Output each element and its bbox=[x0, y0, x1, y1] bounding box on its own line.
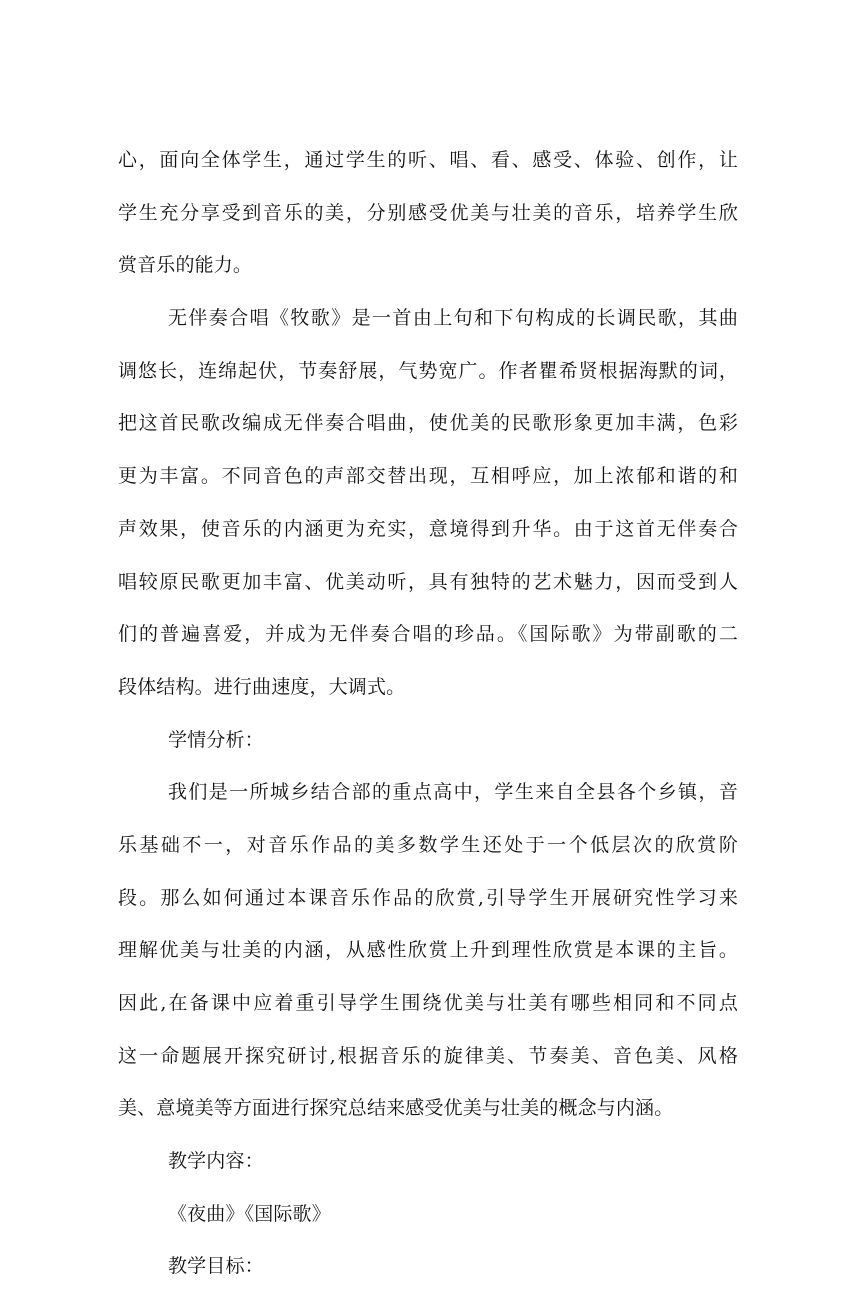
text-line: 学生充分享受到音乐的美，分别感受优美与壮美的音乐，培养学生欣 bbox=[118, 201, 738, 224]
text-line: 《夜曲》《国际歌》 bbox=[168, 1202, 331, 1225]
text-line: 无伴奏合唱《牧歌》是一首由上句和下句构成的长调民歌，其曲 bbox=[168, 307, 738, 330]
text-line: 我们是一所城乡结合部的重点高中，学生来自全县各个乡镇，音 bbox=[168, 781, 738, 804]
text-line: 们的普遍喜爱，并成为无伴奏合唱的珍品。《国际歌》为带副歌的二 bbox=[118, 623, 738, 646]
text-line: 唱较原民歌更加丰富、优美动听，具有独特的艺术魅力，因而受到人 bbox=[118, 570, 738, 593]
text-line: 调悠长，连绵起伏，节奏舒展，气势宽广。作者瞿希贤根据海默的词， bbox=[118, 359, 738, 382]
text-line: 理解优美与壮美的内涵，从感性欣赏上升到理性欣赏是本课的主旨。 bbox=[118, 939, 738, 962]
text-line: 把这首民歌改编成无伴奏合唱曲，使优美的民歌形象更加丰满，色彩 bbox=[118, 412, 738, 435]
section-heading: 学情分析： bbox=[168, 728, 264, 751]
text-line: 这一命题展开探究研讨,根据音乐的旋律美、节奏美、音色美、风格 bbox=[118, 1044, 738, 1067]
text-line: 声效果，使音乐的内涵更为充实，意境得到升华。由于这首无伴奏合 bbox=[118, 517, 738, 540]
text-line: 因此,在备课中应着重引导学生围绕优美与壮美有哪些相同和不同点 bbox=[118, 992, 738, 1014]
section-heading: 教学目标： bbox=[168, 1255, 264, 1278]
text-line: 更为丰富。不同音色的声部交替出现，互相呼应，加上浓郁和谐的和 bbox=[118, 465, 738, 488]
text-line: 段体结构。进行曲速度，大调式。 bbox=[118, 675, 406, 698]
text-line: 赏音乐的能力。 bbox=[118, 254, 253, 277]
text-line: 段。那么如何通过本课音乐作品的欣赏,引导学生开展研究性学习来 bbox=[118, 886, 738, 909]
text-line: 乐基础不一，对音乐作品的美多数学生还处于一个低层次的欣赏阶 bbox=[118, 833, 738, 856]
document-body bbox=[118, 134, 738, 1293]
text-line: 心，面向全体学生，通过学生的听、唱、看、感受、体验、创作，让 bbox=[118, 149, 738, 171]
section-heading: 教学内容： bbox=[168, 1150, 264, 1173]
text-line: 美、意境美等方面进行探究总结来感受优美与壮美的概念与内涵。 bbox=[118, 1097, 674, 1120]
